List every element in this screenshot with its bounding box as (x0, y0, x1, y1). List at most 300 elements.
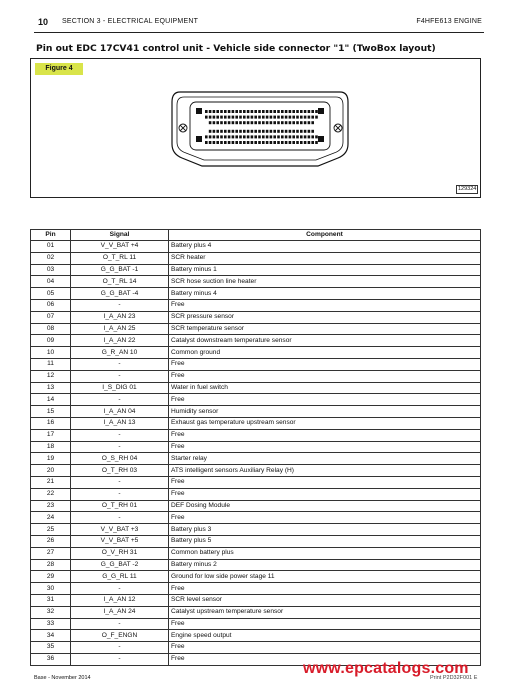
pin-number: 16 (31, 417, 71, 429)
table-row (31, 488, 481, 500)
connector-pin (270, 130, 273, 133)
connector-pin (254, 121, 257, 124)
connector-pin (270, 135, 273, 138)
pin-number: 21 (31, 476, 71, 488)
component-name: Free (169, 358, 481, 370)
connector-pin (270, 116, 273, 119)
signal-name: O_F_ENGN (71, 630, 169, 642)
connector-pin (285, 116, 288, 119)
signal-name: I_S_DIG 01 (71, 382, 169, 394)
connector-pin (270, 110, 273, 113)
connector-pin (281, 130, 284, 133)
connector-pin (300, 110, 303, 113)
connector-pin (285, 121, 288, 124)
pin-number: 04 (31, 276, 71, 288)
connector-pin (239, 135, 242, 138)
connector-pin (243, 116, 246, 119)
pin-number: 14 (31, 394, 71, 406)
component-name: Free (169, 488, 481, 500)
connector-pin (277, 110, 280, 113)
connector-pin (247, 110, 250, 113)
table-row (31, 476, 481, 488)
engine-model: F4HFE613 ENGINE (416, 18, 482, 25)
edition-footer: Base - November 2014 (34, 675, 91, 681)
signal-name: I_A_AN 13 (71, 417, 169, 429)
connector-pin (220, 141, 223, 144)
signal-name: V_V_BAT +3 (71, 524, 169, 536)
connector-pin (254, 130, 257, 133)
table-row (31, 630, 481, 642)
connector-pin (311, 141, 314, 144)
signal-name: - (71, 512, 169, 524)
connector-pin (308, 110, 311, 113)
table-row (31, 559, 481, 571)
component-name: Exhaust gas temperature upstream sensor (169, 417, 481, 429)
connector-pin (273, 135, 276, 138)
connector-pin (262, 116, 265, 119)
table-row (31, 465, 481, 477)
component-name: SCR hose suction line heater (169, 276, 481, 288)
connector-housing (172, 92, 348, 166)
connector-pin (258, 121, 261, 124)
component-name: Free (169, 441, 481, 453)
table-row (31, 453, 481, 465)
signal-name: - (71, 299, 169, 311)
connector-pin (213, 141, 216, 144)
component-name: Battery plus 3 (169, 524, 481, 536)
pin-number: 28 (31, 559, 71, 571)
component-name: Free (169, 429, 481, 441)
print-reference: Print P2D32F001 E (430, 675, 478, 681)
table-row (31, 606, 481, 618)
pin-number: 19 (31, 453, 71, 465)
pin-number: 22 (31, 488, 71, 500)
table-row (31, 394, 481, 406)
signal-name: - (71, 583, 169, 595)
header-pin: Pin (31, 230, 71, 241)
table-row (31, 347, 481, 359)
connector-pin (292, 110, 295, 113)
component-name: DEF Dosing Module (169, 500, 481, 512)
connector-pin (266, 110, 269, 113)
signal-name: O_T_RL 11 (71, 252, 169, 264)
table-row (31, 583, 481, 595)
connector-pin (289, 116, 292, 119)
connector-pin (273, 121, 276, 124)
pin-number: 31 (31, 594, 71, 606)
signal-name: G_G_RL 11 (71, 571, 169, 583)
connector-pin (262, 141, 265, 144)
connector-pin (224, 121, 227, 124)
table-row (31, 311, 481, 323)
connector-pin (281, 116, 284, 119)
connector-pin (251, 110, 254, 113)
pin-number: 02 (31, 252, 71, 264)
pin-number: 33 (31, 618, 71, 630)
connector-pin (300, 141, 303, 144)
signal-name: I_A_AN 24 (71, 606, 169, 618)
connector-pin (205, 141, 208, 144)
connector-pin (308, 121, 311, 124)
connector-pin (247, 141, 250, 144)
connector-pin (300, 121, 303, 124)
signal-name: V_V_BAT +5 (71, 535, 169, 547)
connector-pin (304, 116, 307, 119)
figure-label: Figure 4 (35, 63, 83, 75)
connector-pin (285, 110, 288, 113)
signal-name: - (71, 441, 169, 453)
connector-pin (209, 121, 212, 124)
connector-pin (254, 116, 257, 119)
pin-number: 06 (31, 299, 71, 311)
pin-number: 07 (31, 311, 71, 323)
connector-pin (266, 141, 269, 144)
component-name: Ground for low side power stage 11 (169, 571, 481, 583)
connector-pin (266, 135, 269, 138)
connector-pin (205, 116, 208, 119)
signal-name: - (71, 370, 169, 382)
connector-pin (243, 130, 246, 133)
connector-pin (308, 141, 311, 144)
connector-pin (228, 130, 231, 133)
connector-pin (311, 121, 314, 124)
connector-pin (232, 116, 235, 119)
connector-pin (213, 110, 216, 113)
connector-pin (292, 121, 295, 124)
connector-pin (243, 135, 246, 138)
component-name: Battery plus 5 (169, 535, 481, 547)
table-row (31, 252, 481, 264)
connector-pin (277, 141, 280, 144)
pin-number: 26 (31, 535, 71, 547)
connector-pin (205, 110, 208, 113)
connector-pin (296, 141, 299, 144)
connector-pin (285, 141, 288, 144)
connector-pin (239, 116, 242, 119)
signal-name: O_T_RH 01 (71, 500, 169, 512)
connector-pin (251, 130, 254, 133)
component-name: Water in fuel switch (169, 382, 481, 394)
connector-pin (277, 135, 280, 138)
connector-pin (289, 141, 292, 144)
connector-pin (209, 130, 212, 133)
pin-number: 27 (31, 547, 71, 559)
pin-number: 13 (31, 382, 71, 394)
connector-pin (251, 135, 254, 138)
component-name: Catalyst upstream temperature sensor (169, 606, 481, 618)
connector-pin (224, 110, 227, 113)
header-component: Component (169, 230, 481, 241)
connector-pin (304, 135, 307, 138)
connector-pin (243, 141, 246, 144)
connector-pin (209, 141, 212, 144)
connector-pin (239, 130, 242, 133)
signal-name: I_A_AN 22 (71, 335, 169, 347)
signal-name: - (71, 394, 169, 406)
signal-name: - (71, 488, 169, 500)
component-name: Free (169, 370, 481, 382)
signal-name: I_A_AN 25 (71, 323, 169, 335)
connector-pin (285, 135, 288, 138)
connector-pin (315, 135, 318, 138)
pin-number: 20 (31, 465, 71, 477)
connector-pin (228, 135, 231, 138)
component-name: Common battery plus (169, 547, 481, 559)
connector-pin (258, 130, 261, 133)
connector-pin (224, 135, 227, 138)
connector-pin (266, 116, 269, 119)
pin-number: 09 (31, 335, 71, 347)
connector-pin (296, 110, 299, 113)
connector-pin (235, 110, 238, 113)
connector-pin (239, 110, 242, 113)
connector-pin (235, 121, 238, 124)
connector-pin (300, 135, 303, 138)
table-row (31, 512, 481, 524)
component-name: Free (169, 653, 481, 665)
signal-name: G_G_BAT -4 (71, 288, 169, 300)
component-name: ATS intelligent sensors Auxiliary Relay (H) (169, 465, 481, 477)
table-row (31, 288, 481, 300)
connector-pin (262, 130, 265, 133)
pin-number: 11 (31, 358, 71, 370)
connector-pin (228, 121, 231, 124)
table-row (31, 441, 481, 453)
signal-name: O_T_RH 03 (71, 465, 169, 477)
component-name: Common ground (169, 347, 481, 359)
connector-pin (209, 110, 212, 113)
connector-pin (216, 141, 219, 144)
table-row (31, 594, 481, 606)
connector-pin (213, 130, 216, 133)
connector-pin (258, 110, 261, 113)
connector-pin (228, 116, 231, 119)
table-row (31, 370, 481, 382)
component-name: Battery minus 2 (169, 559, 481, 571)
connector-pin (304, 141, 307, 144)
connector-pin (220, 135, 223, 138)
connector-pin (277, 121, 280, 124)
component-name: SCR pressure sensor (169, 311, 481, 323)
page-number: 10 (38, 17, 49, 27)
connector-pin (224, 130, 227, 133)
connector-pin (243, 121, 246, 124)
component-name: Free (169, 299, 481, 311)
connector-pin (220, 130, 223, 133)
connector-pin (292, 130, 295, 133)
signal-name: - (71, 653, 169, 665)
connector-pin (266, 130, 269, 133)
document-title: Pin out EDC 17CV41 control unit - Vehicle side connector "1" (TwoBox layout) (36, 43, 436, 54)
connector-pin (285, 130, 288, 133)
page-header (34, 14, 484, 33)
component-name: Free (169, 512, 481, 524)
signal-name: V_V_BAT +4 (71, 241, 169, 253)
connector-pin (247, 116, 250, 119)
component-name: Starter relay (169, 453, 481, 465)
connector-pin (281, 135, 284, 138)
connector-pin (281, 121, 284, 124)
component-name: Free (169, 394, 481, 406)
connector-pin (235, 130, 238, 133)
connector-pin (220, 116, 223, 119)
connector-pin (311, 110, 314, 113)
table-row (31, 358, 481, 370)
connector-pin (251, 116, 254, 119)
connector-pin (209, 135, 212, 138)
connector-pin (232, 121, 235, 124)
connector-pin (315, 116, 318, 119)
pin-number: 36 (31, 653, 71, 665)
connector-pin (296, 135, 299, 138)
connector-pin (216, 135, 219, 138)
pin-number: 30 (31, 583, 71, 595)
connector-pin (289, 135, 292, 138)
signal-name: - (71, 642, 169, 654)
header-signal: Signal (71, 230, 169, 241)
connector-pin (292, 135, 295, 138)
connector-pin (270, 121, 273, 124)
connector-pin (232, 110, 235, 113)
component-name: SCR heater (169, 252, 481, 264)
table-row (31, 406, 481, 418)
connector-pin (216, 110, 219, 113)
table-row (31, 299, 481, 311)
connector-pin (216, 116, 219, 119)
connector-pin (300, 116, 303, 119)
pin-number: 25 (31, 524, 71, 536)
component-name: Free (169, 476, 481, 488)
connector-pin (296, 130, 299, 133)
signal-name: I_A_AN 12 (71, 594, 169, 606)
connector-pin (266, 121, 269, 124)
connector-pin (220, 110, 223, 113)
pin-number: 03 (31, 264, 71, 276)
connector-pin (258, 141, 261, 144)
pin-number: 10 (31, 347, 71, 359)
connector-pin (243, 110, 246, 113)
signal-name: - (71, 358, 169, 370)
component-name: Battery plus 4 (169, 241, 481, 253)
component-name: SCR temperature sensor (169, 323, 481, 335)
table-header-row (31, 230, 481, 241)
connector-pin (232, 130, 235, 133)
connector-pin (213, 121, 216, 124)
signal-name: G_G_BAT -2 (71, 559, 169, 571)
connector-pin (220, 121, 223, 124)
connector-pin (258, 135, 261, 138)
pin-number: 17 (31, 429, 71, 441)
connector-pin (273, 110, 276, 113)
connector-pin (273, 141, 276, 144)
connector-pin (304, 121, 307, 124)
connector-pin (251, 121, 254, 124)
table-row (31, 417, 481, 429)
connector-pin (262, 110, 265, 113)
watermark-text: www.epcatalogs.com (303, 660, 469, 677)
signal-name: G_R_AN 10 (71, 347, 169, 359)
pin-number: 35 (31, 642, 71, 654)
signal-name: I_A_AN 23 (71, 311, 169, 323)
pin-number: 08 (31, 323, 71, 335)
signal-name: - (71, 618, 169, 630)
connector-pin (311, 135, 314, 138)
connector-pin (277, 130, 280, 133)
component-name: Free (169, 618, 481, 630)
pin-number: 29 (31, 571, 71, 583)
connector-pin (209, 116, 212, 119)
connector-pin (254, 110, 257, 113)
connector-pin (308, 135, 311, 138)
table-row (31, 276, 481, 288)
connector-pin (239, 121, 242, 124)
connector-pin (235, 141, 238, 144)
table-row (31, 429, 481, 441)
signal-name: O_T_RL 14 (71, 276, 169, 288)
connector-pin (308, 116, 311, 119)
signal-name: - (71, 476, 169, 488)
connector-pin (289, 110, 292, 113)
table-row (31, 382, 481, 394)
table-row (31, 335, 481, 347)
component-name: Free (169, 583, 481, 595)
connector-pin (235, 116, 238, 119)
connector-pin (254, 135, 257, 138)
connector-pin (315, 110, 318, 113)
table-row (31, 618, 481, 630)
table-row (31, 241, 481, 253)
signal-name: - (71, 429, 169, 441)
connector-pin (281, 141, 284, 144)
connector-pin (232, 141, 235, 144)
connector-pin (273, 130, 276, 133)
connector-pin (292, 116, 295, 119)
connector-pin (289, 121, 292, 124)
table-row (31, 264, 481, 276)
figure-code: 129324 (458, 186, 477, 192)
connector-pin (304, 130, 307, 133)
pin-number: 05 (31, 288, 71, 300)
component-name: Free (169, 642, 481, 654)
table-row (31, 524, 481, 536)
table-row (31, 642, 481, 654)
component-name: Battery minus 1 (169, 264, 481, 276)
connector-pin (277, 116, 280, 119)
connector-pin (258, 116, 261, 119)
pinout-table (30, 229, 481, 666)
connector-pin (224, 116, 227, 119)
pin-number: 12 (31, 370, 71, 382)
pin-number: 18 (31, 441, 71, 453)
connector-pin (216, 130, 219, 133)
connector-pin (205, 135, 208, 138)
table-row (31, 571, 481, 583)
connector-pin-grid (205, 110, 318, 144)
pin-number: 34 (31, 630, 71, 642)
connector-pin (273, 116, 276, 119)
connector-pin (262, 135, 265, 138)
component-name: Engine speed output (169, 630, 481, 642)
connector-pin (300, 130, 303, 133)
pin-number: 01 (31, 241, 71, 253)
connector-pin (247, 121, 250, 124)
connector-pin (304, 110, 307, 113)
connector-pin (296, 121, 299, 124)
connector-pin (254, 141, 257, 144)
connector-pin (228, 110, 231, 113)
connector-pin (232, 135, 235, 138)
pin-number: 32 (31, 606, 71, 618)
